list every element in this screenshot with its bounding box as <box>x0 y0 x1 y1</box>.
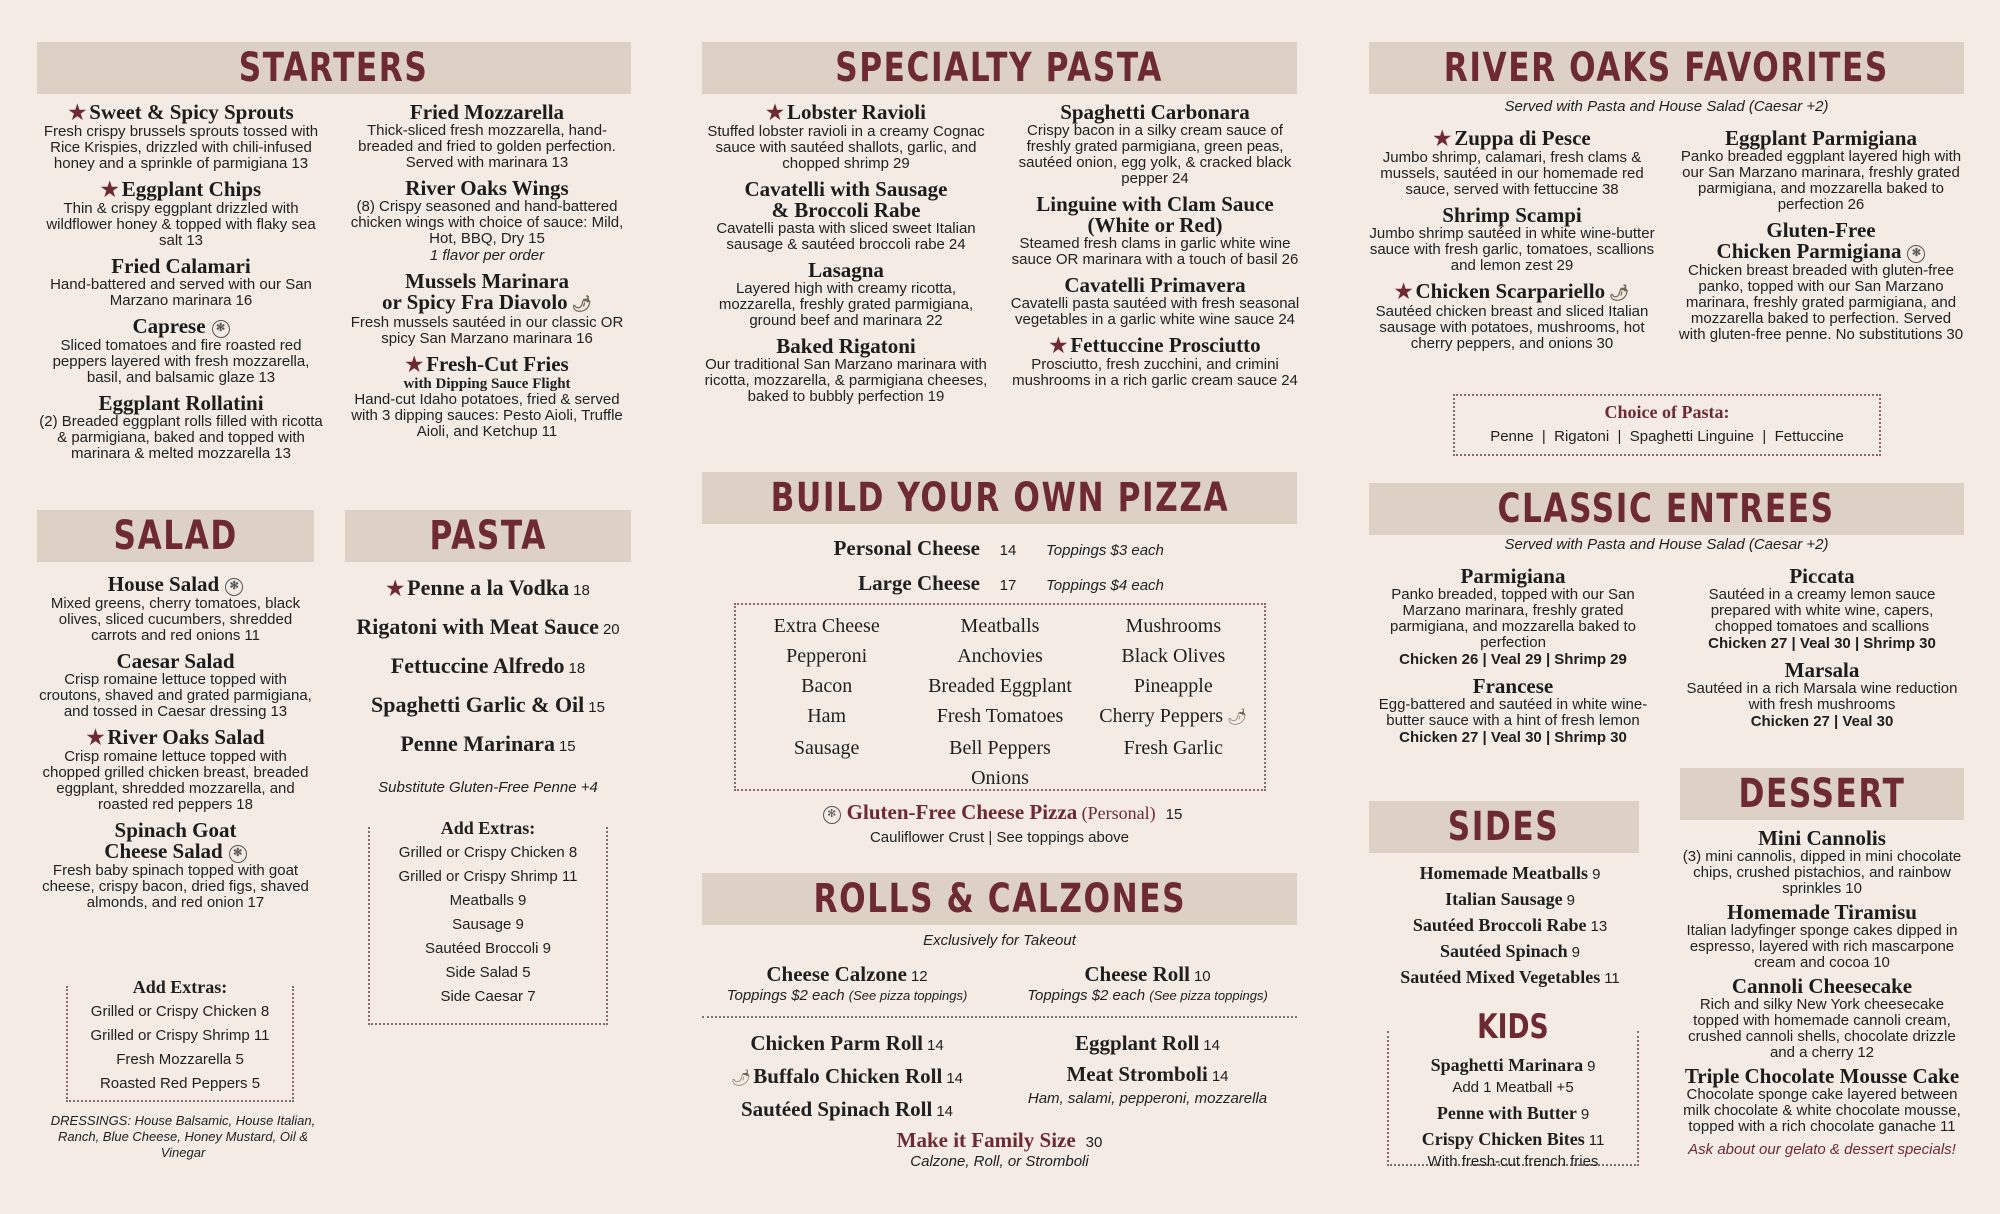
item-desc: Thick-sliced fresh mozzarella, hand-breaded and fried to golden perfection. Served with marinara <box>358 122 616 171</box>
starters-title: STARTERS <box>239 45 429 91</box>
gluten-free-icon: ✻ <box>823 806 841 824</box>
pizza-topping: Cherry Peppers 🌶︎ <box>1099 705 1248 727</box>
specialty-left-column <box>700 102 992 412</box>
extra-row: Roasted Red Peppers 5 <box>99 1075 261 1092</box>
menu-item: Linguine with Clam Sauce (White or Red) Steamed fresh clams in garlic white wine sauce OR marinara with a touch of basil 26 <box>1011 192 1299 268</box>
item-note: 1 flavor per order <box>429 247 545 264</box>
menu-item: Cavatelli with Sausage & Broccoli Rabe Cavatelli pasta with sliced sweet Italian sausage & sautéed broccoli rabe 24 <box>716 177 976 253</box>
menu-item: Parmigiana Panko breaded, topped with our San Marzano marinara, freshly grated parmigiana, and mozzarella baked to perfection Chicken 26 | Veal 29 | Shrimp 29 <box>1390 564 1636 668</box>
star-icon: ★ <box>68 102 87 124</box>
item-desc: Fresh mussels sautéed in our classic OR spicy San Marzano marinara <box>350 314 624 347</box>
item-name-line2: or Spicy Fra Diavolo <box>381 290 568 314</box>
rolls-header <box>702 873 1297 925</box>
menu-item <box>37 393 325 462</box>
entrees-subtitle: Served with Pasta and House Salad (Caesar +2) <box>1504 536 1829 553</box>
pasta-extras-title: Add Extras: <box>433 818 544 838</box>
item-price: 16 <box>235 292 253 309</box>
menu-item: Cannoli Cheesecake Rich and silky New York cheesecake topped with homemade cannoli cream, crushed cannoli shells, chocolate drizzle and a cherry 12 <box>1688 974 1956 1061</box>
star-icon: ★ <box>100 179 119 201</box>
menu-item <box>37 820 314 911</box>
extra-row: Sausage 9 <box>452 916 524 933</box>
item-name: Spinach Goat <box>114 818 237 842</box>
item-price: 15 <box>528 230 545 247</box>
menu-item: Rigatoni with Meat Sauce 20 <box>356 614 620 639</box>
starters-left-column <box>37 102 325 469</box>
pizza-topping: Anchovies <box>957 645 1043 667</box>
salad-title: SALAD <box>113 513 238 559</box>
item-price: 16 <box>576 330 593 347</box>
pizza-topping: Pepperoni <box>786 645 868 667</box>
pizza-topping <box>740 763 913 793</box>
menu-item <box>342 178 632 264</box>
rolls-top-left: Cheese Calzone 12 Toppings $2 each (See pizza toppings) <box>726 962 968 1004</box>
pizza-topping <box>1087 763 1260 793</box>
spicy-pepper-icon: 🌶︎ <box>1227 709 1248 726</box>
item-desc: Hand-cut Idaho potatoes, fried & served with 3 dipping sauces: Pesto Aioli, Truffle Aioli, and Ketchup <box>351 391 623 440</box>
spicy-pepper-icon: 🌶︎ <box>1609 285 1630 302</box>
item-desc: Crisp romaine lettuce topped with chopped grilled chicken breast, breaded eggplant, shredded mozzarella, and roasted red peppers <box>42 748 309 813</box>
specialty-header <box>702 42 1297 94</box>
menu-item: Homemade Meatballs 9 <box>1419 863 1601 883</box>
dessert-title: DESSERT <box>1738 771 1906 817</box>
menu-item <box>37 727 314 813</box>
pizza-topping: Fresh Tomatoes <box>936 705 1064 727</box>
menu-item: Baked Rigatoni Our traditional San Marzano marinara with ricotta, mozzarella, & parmigiana cheeses, baked to bubbly perfection 19 <box>704 334 988 405</box>
entrees-left-column <box>1378 566 1648 754</box>
pizza-topping: Extra Cheese <box>773 615 880 637</box>
item-desc: Hand-battered and served with our San Marzano marinara <box>50 276 312 309</box>
menu-item: ★ Chicken Scarpariello 🌶︎ Sautéed chicken breast and sliced Italian sausage with potatoes, mushrooms, hot cherry peppers, and onions 30 <box>1375 279 1649 352</box>
item-note: Add 1 Meatball +5 <box>1452 1079 1574 1096</box>
specialty-right-column <box>1010 102 1300 396</box>
pizza-topping: Onions <box>971 767 1029 789</box>
pizza-topping: Mushrooms <box>1125 615 1222 637</box>
dressings-note: DRESSINGS: House Balsamic, House Italian, Ranch, Blue Cheese, Honey Mustard, Oil & Vinegar <box>50 1113 316 1160</box>
menu-item <box>37 316 325 386</box>
item-note: With fresh-cut french fries <box>1427 1153 1599 1170</box>
menu-item: Spaghetti Garlic & Oil 15 <box>371 692 605 717</box>
item-price: 13 <box>291 155 309 172</box>
pizza-topping: Meatballs <box>960 615 1040 637</box>
dessert-column <box>1680 828 1964 1158</box>
gf-pizza: ✻ Gluten-Free Cheese Pizza (Personal) 15 Cauliflower Crust | See toppings above <box>702 800 1297 846</box>
item-price: 18 <box>236 796 253 813</box>
menu-item: Francese Egg-battered and sautéed in white wine-butter sauce with a hint of fresh lemon Chicken 27 | Veal 30 | Shrimp 30 <box>1378 674 1648 746</box>
menu-item: Penne Marinara 15 <box>400 731 576 756</box>
pizza-topping: Breaded Eggplant <box>928 675 1072 697</box>
extra-row: Grilled or Crispy Shrimp 11 <box>398 868 578 885</box>
extra-row: Meatballs 9 <box>449 892 527 909</box>
item-name: Fresh-Cut Fries <box>426 352 569 376</box>
menu-item: Sautéed Mixed Vegetables 11 <box>1400 967 1620 987</box>
favorites-right-column <box>1676 128 1966 350</box>
item-subtitle: with Dipping Sauce Flight <box>403 376 571 392</box>
menu-item: Fettuccine Alfredo 18 <box>390 653 586 678</box>
menu-item: Piccata Sautéed in a creamy lemon sauce prepared with white wine, capers, chopped tomatoes and scallions Chicken 27 | Veal 30 | Shrimp 30 <box>1708 564 1936 652</box>
favorites-left-column <box>1368 128 1656 359</box>
item-name: River Oaks Wings <box>405 176 569 200</box>
kids-title: KIDS <box>1471 1007 1555 1047</box>
rolls-title: ROLLS & CALZONES <box>813 876 1186 922</box>
item-name: Caesar Salad <box>116 649 235 673</box>
entrees-header <box>1369 483 1964 535</box>
starters-header <box>37 42 631 94</box>
menu-item: Homemade Tiramisu Italian ladyfinger sponge cakes dipped in espresso, layered with rich mascarpone cream and cocoa 10 <box>1686 900 1958 971</box>
menu-item: Penne with Butter 9 <box>1436 1103 1590 1123</box>
item-price: 13 <box>186 232 204 249</box>
item-price: 11 <box>244 627 260 644</box>
salad-extras-title: Add Extras: <box>125 977 236 997</box>
item-desc: Thin & crispy eggplant drizzled with wildflower honey & topped with flaky sea salt <box>46 200 316 249</box>
item-name: River Oaks Salad <box>107 725 265 749</box>
item-name: Fried Mozzarella <box>409 100 565 124</box>
menu-item <box>342 354 632 440</box>
pasta-extras-box <box>368 818 608 1025</box>
menu-item <box>37 574 314 644</box>
menu-item: ★ Penne a la Vodka 18 <box>386 575 590 600</box>
menu-item <box>342 271 632 347</box>
entrees-title: CLASSIC ENTREES <box>1497 486 1836 532</box>
gluten-free-icon: ✻ <box>1907 245 1925 263</box>
gluten-free-icon: ✻ <box>229 845 247 863</box>
item-desc: (2) Breaded eggplant rolls filled with ricotta & parmigiana, baked and topped with marinara & melted mozzarella <box>39 413 323 462</box>
menu-item: Sautéed Broccoli Rabe 13 <box>1412 915 1608 935</box>
pizza-header <box>702 472 1297 524</box>
rolls-top-right: Cheese Roll 10 Toppings $2 each (See pizza toppings) <box>1027 962 1268 1004</box>
item-desc: Fresh baby spinach topped with goat cheese, crispy bacon, dried figs, shaved almonds, and red onion <box>42 862 309 911</box>
extra-row: Grilled or Crispy Chicken 8 <box>398 844 578 861</box>
menu-item <box>342 102 632 171</box>
item-name: Mussels Marinara <box>405 269 569 293</box>
favorites-subtitle: Served with Pasta and House Salad (Caesar +2) <box>1504 98 1829 115</box>
star-icon: ★ <box>1049 335 1068 357</box>
menu-item: Cavatelli Primavera Cavatelli pasta sautéed with fresh seasonal vegetables in a garlic white wine sauce 24 <box>1010 273 1300 328</box>
pizza-toppings-box <box>734 603 1266 791</box>
gluten-free-icon: ✻ <box>225 578 243 596</box>
menu-item: Sautéed Spinach 9 <box>1440 941 1580 961</box>
menu-item: ★ Zuppa di Pesce Jumbo shrimp, calamari, fresh clams & mussels, sautéed in our homemade red sauce, served with fettuccine 38 <box>1380 126 1644 198</box>
item-price: 13 <box>274 445 291 462</box>
item-price: 11 <box>541 423 558 440</box>
entrees-right-column <box>1680 566 1964 738</box>
item-desc: Mixed greens, cherry tomatoes, black olives, sliced cucumbers, shredded carrots and red onions <box>50 595 301 644</box>
item-name-line2: Cheese Salad <box>104 839 223 863</box>
star-icon: ★ <box>766 102 784 124</box>
menu-item: Lasagna Layered high with creamy ricotta, mozzarella, freshly grated parmigiana, ground beef and marinara 22 <box>718 258 974 329</box>
menu-item: Italian Sausage 9 <box>1445 889 1575 909</box>
star-icon: ★ <box>405 354 424 376</box>
pasta-column <box>340 570 636 796</box>
favorites-header <box>1369 42 1964 94</box>
pizza-topping: Bell Peppers <box>949 737 1051 759</box>
spicy-pepper-icon: 🌶︎ <box>571 296 592 313</box>
item-name: Caprese <box>132 314 206 338</box>
menu-item: ★ Fettuccine Prosciutto Prosciutto, fresh zucchini, and crimini mushrooms in a rich garlic cream sauce 24 <box>1012 333 1298 389</box>
toppings-grid <box>736 605 1264 793</box>
pasta-title: PASTA <box>429 513 547 559</box>
sides-header <box>1369 801 1639 853</box>
choice-of-pasta-box <box>1453 394 1881 456</box>
extra-row: Fresh Mozzarella 5 <box>116 1051 244 1068</box>
menu-item <box>37 179 325 249</box>
item-desc: Sliced tomatoes and fire roasted red peppers layered with fresh mozzarella, basil, and balsamic glaze <box>52 337 310 386</box>
sides-title: SIDES <box>1448 804 1560 850</box>
item-name: Sweet & Spicy Sprouts <box>89 100 294 124</box>
star-icon: ★ <box>1433 128 1452 150</box>
menu-item: Mini Cannolis (3) mini cannolis, dipped in mini chocolate chips, crushed pistachios, and rainbow sprinkles 10 <box>1682 826 1962 897</box>
extra-row: Grilled or Crispy Shrimp 11 <box>90 1027 270 1044</box>
pizza-topping: Bacon <box>801 675 853 697</box>
rolls-divider <box>702 1016 1297 1018</box>
item-desc: Crisp romaine lettuce topped with croutons, shaved and grated parmigiana, and tossed in Caesar dressing <box>39 671 312 720</box>
menu-item: Spaghetti Marinara 9 <box>1430 1055 1596 1075</box>
item-price: 13 <box>270 703 288 720</box>
choice-title: Choice of Pasta: <box>1604 402 1730 422</box>
menu-item: Shrimp Scampi Jumbo shrimp sautéed in white wine-butter sauce with fresh garlic, tomatoes, scallions and lemon zest 29 <box>1369 203 1655 274</box>
item-desc: (8) Crispy seasoned and hand-battered chicken wings with choice of sauce: Mild, Hot, BBQ, Dry <box>350 198 624 247</box>
menu-item: Marsala Sautéed in a rich Marsala wine reduction with fresh mushrooms Chicken 27 | Veal 30 <box>1686 658 1958 730</box>
dessert-note: Ask about our gelato & dessert specials! <box>1688 1141 1956 1158</box>
sides-column <box>1369 861 1651 991</box>
pizza-topping: Fresh Garlic <box>1123 737 1224 759</box>
item-price: 17 <box>247 894 265 911</box>
salad-column <box>37 574 314 918</box>
pizza-topping: Sausage <box>793 737 860 759</box>
dessert-header <box>1680 768 1964 820</box>
favorites-title: RIVER OAKS FAVORITES <box>1443 45 1890 91</box>
extra-row: Side Caesar 7 <box>440 988 536 1005</box>
family-size: Make it Family Size 30 Calzone, Roll, or Stromboli <box>896 1128 1103 1170</box>
menu-item: Eggplant Parmigiana Panko breaded eggplant layered high with our San Marzano marinara, freshly grated parmigiana, and mozzarella baked to perfection 26 <box>1680 126 1962 213</box>
spicy-pepper-icon: 🌶︎ <box>730 1070 752 1087</box>
menu-item: Crispy Chicken Bites 11 <box>1421 1129 1605 1149</box>
menu-item: Triple Chocolate Mousse Cake Chocolate sponge cake layered between milk chocolate & white chocolate mousse, topped with a rich chocolate ganache 11 <box>1683 1064 1961 1135</box>
kids-box <box>1387 1007 1639 1170</box>
salad-header <box>37 510 314 562</box>
pizza-topping: Ham <box>807 705 847 727</box>
pizza-size-row: Personal Cheese 14 Toppings $3 each Large Cheese 17 Toppings $4 each <box>833 536 1164 595</box>
menu-item: ★ Lobster Ravioli Stuffed lobster ravioli in a creamy Cognac sauce with sautéed shallots, garlic, and chopped shrimp 29 <box>707 100 985 172</box>
pizza-topping: Pineapple <box>1133 675 1213 697</box>
gluten-free-icon: ✻ <box>212 320 230 338</box>
menu-item <box>37 256 325 309</box>
item-price: 13 <box>258 369 276 386</box>
extra-row: Side Salad 5 <box>445 964 531 981</box>
pizza-title: BUILD YOUR OWN PIZZA <box>770 475 1229 521</box>
item-price: 13 <box>551 154 569 171</box>
extra-row: Sautéed Broccoli 9 <box>425 940 551 957</box>
menu-item: Gluten-Free Chicken Parmigiana ✻ Chicken breast breaded with gluten-free panko, topped with our San Marzano marinara, freshly grated parmigiana, and mozzarella baked to perfection. Served with gluten-free penne. No substitutions 30 <box>1678 218 1964 343</box>
rolls-subtitle: Exclusively for Takeout <box>923 932 1076 949</box>
pasta-header <box>345 510 631 562</box>
pizza-topping: Black Olives <box>1121 645 1226 667</box>
rolls-left: Chicken Parm Roll 14 🌶︎Buffalo Chicken Roll 14 Sautéed Spinach Roll 14 <box>730 1031 964 1121</box>
salad-extras-box <box>66 977 294 1102</box>
menu-item: Spaghetti Carbonara Crispy bacon in a silky cream sauce of freshly grated parmigiana, green peas, sautéed onion, egg yolk, & cracked black pepper 24 <box>1018 100 1292 187</box>
menu-item <box>37 102 325 172</box>
item-name: Eggplant Rollatini <box>98 391 264 415</box>
star-icon: ★ <box>386 578 405 600</box>
menu-item <box>37 651 314 720</box>
specialty-title: SPECIALTY PASTA <box>835 45 1164 91</box>
pasta-gf-note: Substitute Gluten-Free Penne +4 <box>378 779 598 796</box>
item-name: House Salad <box>107 572 220 596</box>
item-name: Eggplant Chips <box>121 177 262 201</box>
starters-right-column <box>342 102 632 447</box>
choice-list: Penne | Rigatoni | Spaghetti Linguine | Fettuccine <box>1490 428 1844 445</box>
item-desc: Fresh crispy brussels sprouts tossed with Rice Krispies, drizzled with chili-infused honey and a sprinkle of parmigiana <box>43 123 319 172</box>
item-name: Fried Calamari <box>111 254 251 278</box>
star-icon: ★ <box>86 727 105 749</box>
extra-row: Grilled or Crispy Chicken 8 <box>90 1003 270 1020</box>
star-icon: ★ <box>1394 281 1413 303</box>
rolls-right: Eggplant Roll 14 Meat Stromboli 14 Ham, salami, pepperoni, mozzarella <box>1027 1031 1268 1107</box>
